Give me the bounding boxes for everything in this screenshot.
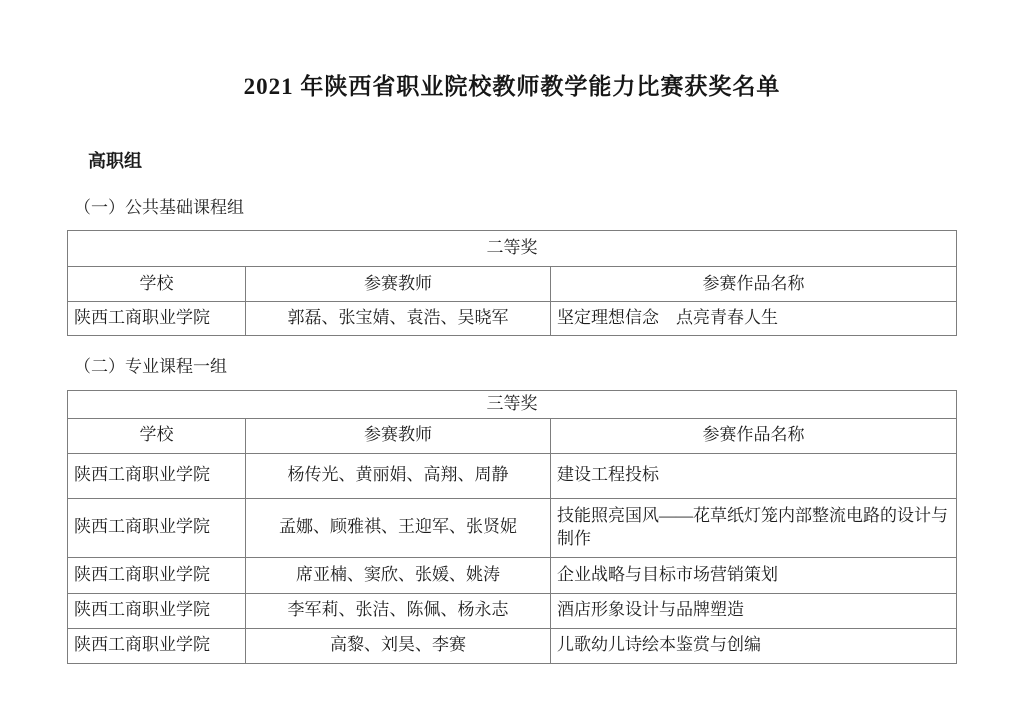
award-title: 二等奖	[68, 231, 957, 267]
award-title-row	[68, 231, 957, 267]
table-row	[68, 593, 957, 628]
table-row	[68, 498, 957, 557]
work-title-cell: 企业战略与目标市场营销策划	[551, 557, 957, 593]
third-prize-table	[67, 390, 957, 664]
section-2-heading: （二）专业课程一组	[74, 357, 227, 377]
table-row	[68, 628, 957, 663]
section-1-heading: （一）公共基础课程组	[74, 198, 244, 218]
document-title: 2021 年陕西省职业院校教师教学能力比赛获奖名单	[243, 74, 781, 99]
work-title-cell: 建设工程投标	[551, 453, 957, 498]
award-title: 三等奖	[68, 390, 957, 418]
column-header-teachers: 参赛教师	[246, 418, 551, 453]
table-row	[68, 557, 957, 593]
group-heading: 高职组	[88, 150, 142, 171]
teachers-cell: 郭磊、张宝婧、袁浩、吴晓军	[246, 302, 551, 336]
work-title-cell: 技能照亮国风——花草纸灯笼内部整流电路的设计与制作	[551, 498, 957, 557]
award-title-row	[68, 390, 957, 418]
table-row	[68, 302, 957, 336]
work-title-cell: 坚定理想信念 点亮青春人生	[551, 302, 957, 336]
column-header-work: 参赛作品名称	[551, 418, 957, 453]
teachers-cell: 李军莉、张洁、陈佩、杨永志	[246, 593, 551, 628]
school-cell: 陕西工商职业学院	[68, 498, 246, 557]
school-cell: 陕西工商职业学院	[68, 453, 246, 498]
teachers-cell: 席亚楠、窦欣、张媛、姚涛	[246, 557, 551, 593]
work-title-cell: 儿歌幼儿诗绘本鉴赏与创编	[551, 628, 957, 663]
school-cell: 陕西工商职业学院	[68, 593, 246, 628]
teachers-cell: 高黎、刘昊、李赛	[246, 628, 551, 663]
teachers-cell: 孟娜、顾雅祺、王迎军、张贤妮	[246, 498, 551, 557]
table-header-row	[68, 418, 957, 453]
second-prize-table	[67, 230, 957, 336]
school-cell: 陕西工商职业学院	[68, 557, 246, 593]
school-cell: 陕西工商职业学院	[68, 628, 246, 663]
table-row	[68, 453, 957, 498]
teachers-cell: 杨传光、黄丽娟、高翔、周静	[246, 453, 551, 498]
table-header-row	[68, 267, 957, 302]
column-header-work: 参赛作品名称	[551, 267, 957, 302]
work-title-cell: 酒店形象设计与品牌塑造	[551, 593, 957, 628]
column-header-school: 学校	[68, 267, 246, 302]
school-cell: 陕西工商职业学院	[68, 302, 246, 336]
column-header-teachers: 参赛教师	[246, 267, 551, 302]
column-header-school: 学校	[68, 418, 246, 453]
